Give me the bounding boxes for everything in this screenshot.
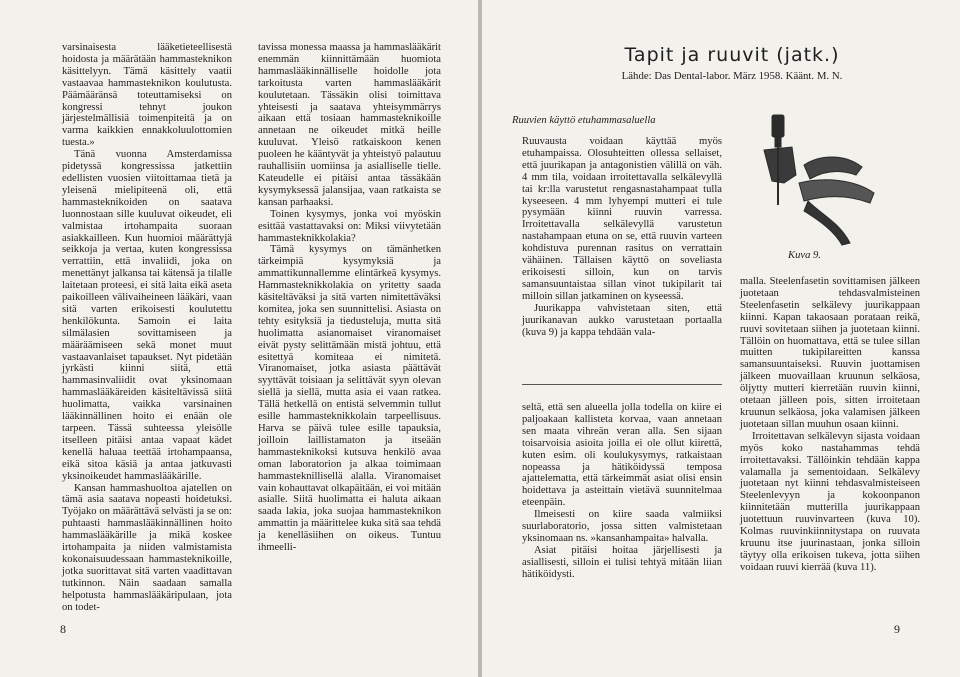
paragraph: seltä, että sen alueella jolla todella on kiire ei paljoakaan kallisteta korvaa, vaan annetaan sen maata vihreän veran alla. Sen sijaan toisarvoisia asioita joilla ei ole ollut kiirettä, kuten esim. oli koulukysymys, ratkaistaan nopeassa ja hätiköidyssä temposa ajattelematta, että tärkeimmät asiat olisi ensin hoidettava ja asteittain vietävä suunnitelmaa eteenpäin. — [522, 402, 722, 509]
paragraph: varsinaisesta lääketieteellisestä hoidosta ja määrätään hammasteknikon käsittelyyn. Tämä käsittely vaatii vastaavaa hammasteknikon koulutusta. Päämääränsä toteuttamiseksi on kongressi tehnyt joukon järjestelmällisiä toimenpiteitä ja on varma kaikkien ennakkoluulottomien tuesta.» — [62, 42, 232, 149]
paragraph: Irroitettavan selkälevyn sijasta voidaan myös koko nastahammas tehdä irroitettavaksi. Tällöinkin tehdään kappa valamalla ja sementoidaan. Selkälevy juotetaan nyt kiinni tehdasvalmisteiseen Steelenlevyyn ja kokoonpanon kiinnitetään mutterilla juurikappaan juotettuun ruuvinvarteen (kuva 10). Kolmas ruuvinkiinnitystapa on ruuvata kruunu itse juurinastaan, jonka silloin täytyy olla erikoisen tukeva, jotta siihen voidaan ruuvi kierrää (kuva 11). — [740, 430, 920, 573]
paragraph: Asiat pitäisi hoitaa järjellisesti ja asiallisesti, silloin ei tulisi tehtyä mitään liian hätiköidysti. — [522, 544, 722, 580]
figure-caption: Kuva 9. — [788, 250, 821, 261]
right-page-column-1-bottom — [522, 402, 722, 581]
page-number: 9 — [894, 622, 900, 636]
dental-screw-figure — [744, 105, 894, 255]
paragraph: malla. Steelenfasetin sovittamisen jälkeen juotetaan tehdasvalmisteinen Steelenfasetin selkälevy juurikappaan kiinni. Kapan takaosaan porataan reikä, ruuvi sovitetaan siihen ja juotetaan kiinni. Tällöin on huomattava, että se tulee sillan muitten tukipilareitten kanssa samansuuntaiseksi. Ruuvin juottamisen jälkeen muovaillaan kruunun selkäosa, öljytty mutteri kierretään ruuvin kiinni, otetaan jälleen pois, sitten irroitetaan kruunun selkäosa, joka valamisen jälkeen juotetaan sillan muuhun osaan kiinni. — [740, 276, 920, 430]
left-page-column-2 — [258, 42, 441, 554]
article-source: Lähde: Das Dental-labor. März 1958. Käänt. M. N. — [621, 70, 843, 82]
paragraph: Tänä vuonna Amsterdamissa pidetyssä kongressissa jatkettiin edellisten vuosien viitoittamaa tietä ja yleisenä mielipiteenä oli, että hammasteknikoiden on saatava luonnostaan sille kuuluvat oikeudet, eli valmistaa irtohampaita suoraan asiakkailleen. Kun huomioi määrättyjä seikkoja ja vertaa, kuten kongressissa verrattiin, että invaliidi, joka on menettänyt jalkansa tai kätensä ja tilalle laitetaan proteesi, ei sitä laita eikä aseta paikoilleen välivaiheineen lääkäri, vaan sitä varten erikoisesti koulutettu henkilökunta. Samoin ei laita silmälasien sovittamiseen ja määräämiseen sekä monet muut vastaavanlaiset tapaukset. Nyt pidetään jyrkästi kiinni siitä, että hammasinvaliidit ovat yksinomaan hammaslääkäreiden käsiteltävissä siitä huolimatta, vaikka varsinainen lääkinnällinen hoito ei enään ole tarpeen. Tässä suhteessa yleisölle itselleen pitäisi antaa vapaat kädet kenellä haluaa teettää irtohampaansa, eikä sitoa käsiä ja antaa jatkuvasti yksinoikeudet hammaslääkärille. — [62, 149, 232, 482]
paragraph: Kansan hammashuoltoa ajatellen on tämä asia saatava nopeasti hoidetuksi. Työjako on määrättävä selvästi ja se on: puhtaasti hammaslääkinnällinen hoito hammaslääkärille ja mikä koskee irtohampaita ja niiden valmistamista kokonaisuudessaan hammasteknikoille, jotka suorittavat sitä varten vaadittavan tutkinnon. Näin saadaan samalla helpotusta hammaslääkäripulaan, jota on todet- — [62, 482, 232, 613]
paragraph: tavissa monessa maassa ja hammaslääkärit enemmän kiinnittämään huomiota hammaslääkinnälliselle hoidolle jota tarkoitusta varten hammaslääkärit koulutetaan. Tässäkin olisi toimittava yhteisesti ja saatava yhteisymmärrys aikaan että tosiaan hammasteknikoille annetaan ne oikeudet mitkä heille kuuluvat. Yleisö ratkaiskoon kenen puoleen he kääntyvät ja yhteistyö palautuu rauhallisiin uomiinsa ja asialliselle tielle. Kateudelle ei pitäisi antaa tässäkään kysymyksessä jalansijaa, vaan ratkaista se kansan parhaaksi. — [258, 42, 441, 208]
page-number: 8 — [60, 622, 66, 636]
paragraph: Ruuvausta voidaan käyttää myös etuhampaissa. Olosuhteitten ollessa sellaiset, että juurikapan ja antagonistien välillä on väh. 4 mm tila, voidaan irroitettavalla selkälevyllä tai kr:lla varustetut rengasnastahampaat tulla kyseeseen. 4 mm lyhyempi mutteri ei tule pysymään kiinni ruuvin varressa. Irroitettavalla selkälevyllä varustetun nastahampaan etuna on se, että ruuvin varteen kohdistuva purennan rasitus on verrattain vähäinen. Tällaisen käyttö on soveliasta erikoisesti silloin, kun on tarvis samansuuntaistaa sillan vinot tukipilarit tai milloin sillan jatkaminen on kyseessä. — [522, 136, 722, 302]
right-page — [482, 0, 960, 677]
right-page-column-1-top — [522, 136, 722, 338]
paragraph: Ilmeisesti on kiire saada valmiiksi suurlaboratorio, jossa sitten valmistetaan yksinomaan ns. »kansanhampaita» halvalla. — [522, 509, 722, 544]
left-page-column-1 — [62, 42, 232, 614]
left-page — [0, 0, 478, 677]
screw-tooth-illustration — [764, 115, 874, 245]
section-divider — [522, 384, 722, 385]
paragraph: Tämä kysymys on tämänhetken tärkeimpiä kysymyksiä ja ammattikunnallemme elintärkeä kysymys. Hammasteknikkolakia on yritetty saada käsiteltäväksi ja sitä varten nimitettäväksi komitea, joka sen suunnittelisi. Asiasta on tehty esityksiä ja tiedusteluja, mutta sitä huolimatta asianomaiset viranomaiset eivät pysty selittämään mistä johtuu, että esitettyä komiteaa ei nimitetä. Viranomaiset, jotka asiasta päättävät syyttävät toisiaan ja selittävät syyn olevan siellä ja siellä, mutta asia ei vaan ratkea. Tällä hetkellä on entistä selvemmin tullut esille hammasteknikkolain tarpeellisuus. Harva se päivä tulee esille tapauksia, joilloin laillistamaton ja itseään hammasteknikoksi kutsuva henkilö avaa oman laboratorion ja alkaa toimimaan hammasteknillisellä alalla. Viranomaiset vain kohauttavat olkapäitään, ei voi mitään asialle. Siitä huolimatta ei haluta aikaan saada lakia, joka suojaa hammasteknikon ammattin ja määrittelee kuka sitä saa tehdä ja kenelläsiihen on oikeus. Tuntuu ihmeelli- — [258, 244, 441, 554]
article-title: Tapit ja ruuvit (jatk.) — [624, 44, 840, 66]
paragraph: Juurikappa vahvistetaan siten, että juurikanavan aukko varustetaan portaalla (kuva 9) ja kappa tehdään vala- — [522, 302, 722, 338]
section-subheading: Ruuvien käyttö etuhammasaluella — [512, 115, 656, 126]
paragraph: Toinen kysymys, jonka voi myöskin esittää vastattavaksi on: Miksi viivytetään hammasteknikkolakia? — [258, 208, 441, 244]
right-page-column-2 — [740, 276, 920, 574]
